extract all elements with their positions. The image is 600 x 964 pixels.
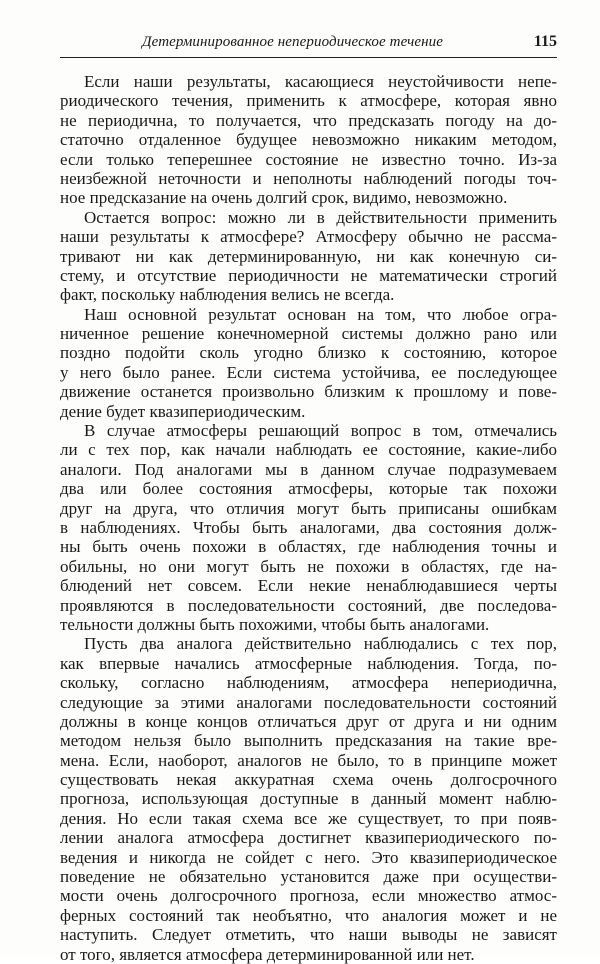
running-head	[60, 34, 557, 58]
text-line: у него было ранее. Если система устойчива, ее последующее	[60, 362, 557, 382]
text-line: Если наши результаты, касающиеся неустойчивости непе-	[84, 72, 557, 91]
text-line: методом нельзя было выполнить предсказания на такие вре-	[60, 731, 557, 751]
text-line: Наш основной результат основан на том, что любое огра-	[84, 304, 557, 324]
text-line: тельности должны быть похожими, чтобы быть аналогами.	[60, 614, 490, 634]
text-line: следующие за этими аналогами последовательности состояний	[60, 692, 557, 712]
text-line: статочно отдаленное будущее невозможно никаким методом,	[60, 130, 557, 150]
paragraph	[60, 634, 557, 964]
text-line: тривают ни как детерминированную, ни как конечную си-	[60, 246, 557, 266]
text-line: прогноза, использующая доступные в данный момент наблю-	[60, 789, 557, 809]
text-line: скольку, согласно наблюдениям, атмосфера непериодична,	[60, 673, 557, 693]
paragraph	[60, 72, 557, 208]
paragraph	[60, 305, 557, 421]
text-line: ны быть очень похожи в областях, где наблюдения точны и	[60, 537, 557, 557]
text-line: Остается вопрос: можно ли в действительности применить	[84, 207, 557, 227]
page-number: 115	[533, 33, 557, 50]
running-title: Детерминированное непериодическое течение	[142, 34, 444, 50]
text-line: аналоги. Под аналогами мы в данном случае подразумеваем	[60, 459, 557, 479]
text-line: мости очень долгосрочного прогноза, если множество атмос-	[60, 886, 557, 906]
text-line: должны в конце концов отличаться друг от друга и ни одним	[60, 711, 557, 731]
text-line: движение останется произвольно близким к прошлому и пове-	[60, 382, 557, 402]
text-line: стему, и отсутствие периодичности не математически строгий	[60, 265, 557, 285]
body-text	[60, 72, 557, 964]
text-line: ферных состояний так необъятно, что аналогия может и не	[60, 905, 557, 925]
text-line: наступить. Следует отметить, что наши выводы не зависят	[60, 925, 557, 945]
text-line: ли с тех пор, как начали наблюдать ее состояние, какие-либо	[60, 440, 557, 460]
text-line: от того, является атмосфера детерминированной или нет.	[60, 944, 475, 964]
text-line: дения. Но если такая схема все же существует, то при появ-	[60, 808, 557, 828]
text-line: Пусть два аналога действительно наблюдались с тех пор,	[84, 634, 557, 654]
text-line: ведения и никогда не сойдет с него. Это квазипериодическое	[60, 847, 557, 867]
text-line: поздно подойти сколь угодно близко к состоянию, которое	[60, 343, 557, 363]
text-line: лении аналога атмосфера достигнет квазипериодического по-	[60, 828, 557, 848]
text-line: существовать некая аккуратная схема очень долгосрочного	[60, 770, 557, 790]
text-line: поведение не обязательно установится даже при осуществи-	[60, 867, 557, 887]
text-line: в наблюдениях. Чтобы быть аналогами, два состояния долж-	[60, 517, 557, 537]
paragraph	[60, 421, 557, 634]
text-line: друг на друга, что отличия могут быть приписаны ошибкам	[60, 498, 557, 518]
text-line: факт, поскольку наблюдения велись не всегда.	[60, 285, 395, 305]
text-line: обильны, но они могут быть не похожи в областях, где на-	[60, 556, 557, 576]
text-line: блюдений нет совсем. Если некие ненаблюдавшиеся черты	[60, 576, 557, 596]
text-line: ное предсказание на очень долгий срок, видимо, невозможно.	[60, 188, 508, 208]
text-line: проявляются в последовательности состояний, две последова-	[60, 595, 557, 615]
text-line: дение будет квазипериодическим.	[60, 401, 306, 421]
paragraph	[60, 208, 557, 305]
text-line: наши результаты к атмосфере? Атмосферу обычно не рассма-	[60, 227, 557, 247]
text-line: ниченное решение конечномерной системы должно рано или	[60, 324, 557, 344]
text-line: неизбежной неточности и неполноты наблюдений погоды точ-	[60, 168, 557, 188]
text-line: риодического течения, применить к атмосфере, которая явно	[60, 91, 557, 111]
text-line: мена. Если, наоборот, аналогов не было, то в принципе может	[60, 750, 557, 770]
text-line: В случае атмосферы решающий вопрос в том, отмечались	[84, 421, 557, 441]
text-line: если только теперешнее состояние не известно точно. Из-за	[60, 149, 557, 169]
text-line: два или более состояния атмосферы, которые так похожи	[60, 479, 557, 499]
text-line: как впервые начались атмосферные наблюдения. Тогда, по-	[60, 653, 557, 673]
text-line: не периодична, то получается, что предсказать погоду на до-	[60, 110, 557, 130]
header-rule	[60, 57, 557, 58]
